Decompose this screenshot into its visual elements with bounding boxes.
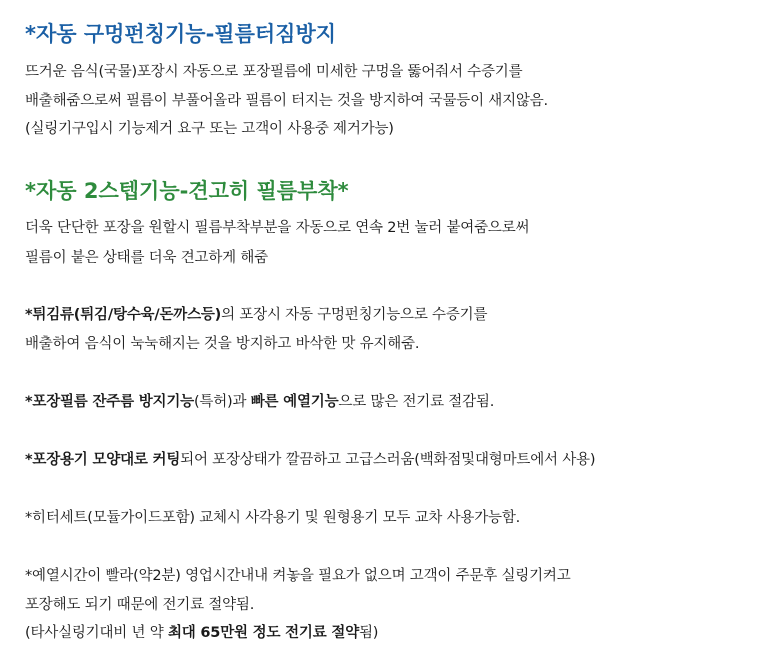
film-rest: 으로 많은 전기료 절감됨. (338, 394, 495, 410)
film-bold-1: *포장필름 잔주름 방지기능 (25, 394, 194, 410)
preheat-line-1: *예열시간이 빨라(약2분) 영업시간내내 켜놓을 필요가 없으며 고객이 주문후 실링기켜고 (25, 568, 571, 584)
heading-two-step: *자동 2스텝기능-견고히 필름부착* (25, 179, 349, 203)
punching-line-2: 배출해줌으로써 필름이 부풀어올라 필름이 터지는 것을 방지하여 국물등이 새지않음. (25, 93, 548, 109)
film-line (25, 392, 494, 412)
fried-line-1 (25, 305, 487, 325)
two-step-line-2: 필름이 붙은 상태를 더욱 견고하게 해줌 (25, 250, 268, 266)
preheat-pre: (타사실링기대비 년 약 (25, 625, 168, 641)
preheat-post: 됨) (359, 625, 379, 641)
fried-line-2: 배출하여 음식이 눅눅해지는 것을 방지하고 바삭한 맛 유지해줌. (25, 336, 420, 352)
punching-line-1: 뜨거운 음식(국물)포장시 자동으로 포장필름에 미세한 구멍을 뚫어줘서 수증기를 (25, 64, 523, 80)
fried-rest: 의 포장시 자동 구멍펀칭기능으로 수증기를 (221, 307, 488, 323)
container-bold: *포장용기 모양대로 커팅 (25, 452, 181, 468)
fried-bold: *튀김류(튀김/탕수육/돈까스등) (25, 307, 222, 323)
preheat-line-3 (25, 623, 378, 643)
two-step-line-1: 더욱 단단한 포장을 원할시 필름부착부분을 자동으로 연속 2번 눌러 붙여줌으로써 (25, 220, 530, 236)
film-mid: (특허)과 (193, 394, 251, 410)
preheat-line-2: 포장해도 되기 때문에 전기료 절약됨. (25, 597, 255, 613)
heater-line: *히터세트(모듈가이드포함) 교체시 사각용기 및 원형용기 모두 교차 사용가능함. (25, 510, 521, 526)
heading-punching: *자동 구멍펀칭기능-필름터짐방지 (25, 22, 337, 46)
preheat-bold: 최대 65만원 정도 전기료 절약 (167, 625, 359, 641)
container-line (25, 450, 595, 470)
punching-line-3: (실링기구입시 기능제거 요구 또는 고객이 사용중 제거가능) (25, 121, 394, 137)
film-bold-2: 빠른 예열기능 (250, 394, 339, 410)
container-rest: 되어 포장상태가 깔끔하고 고급스러움(백화점및대형마트에서 사용) (180, 452, 596, 468)
